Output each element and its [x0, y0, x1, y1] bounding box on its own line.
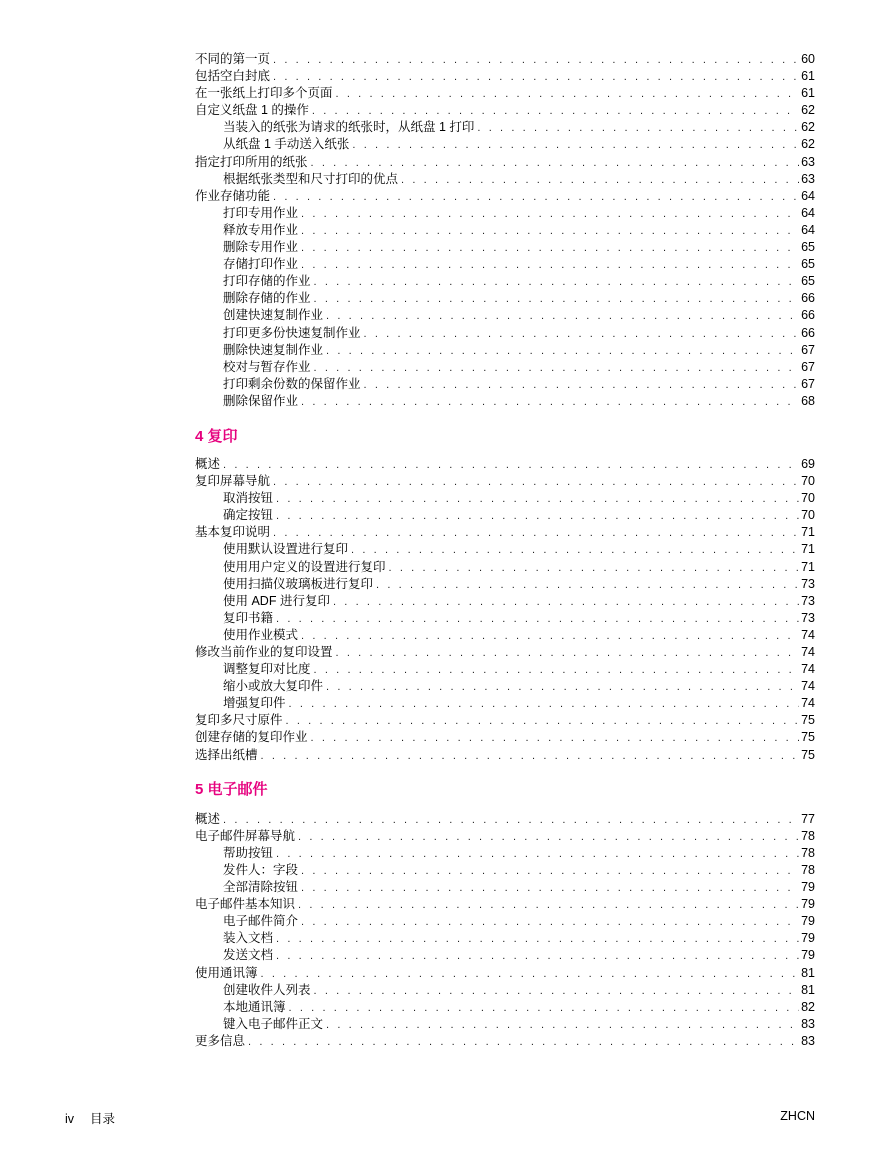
toc-subentry[interactable]	[195, 678, 815, 695]
toc-dot-leader	[401, 172, 799, 189]
toc-page-number: 78	[801, 828, 815, 843]
toc-dot-leader	[314, 274, 800, 291]
toc-dot-leader	[326, 1017, 799, 1034]
toc-page-number: 70	[801, 508, 815, 523]
toc-dot-leader	[333, 594, 799, 611]
toc-dot-leader	[314, 983, 800, 1000]
toc-subentry[interactable]	[195, 947, 815, 964]
toc-page-number: 66	[801, 308, 815, 323]
toc-page-number: 63	[801, 154, 815, 169]
toc-subentry[interactable]	[195, 930, 815, 947]
toc-subentry[interactable]	[195, 610, 815, 627]
toc-page-number: 82	[801, 999, 815, 1014]
toc-dot-leader	[301, 914, 799, 931]
toc-page-number: 71	[801, 559, 815, 574]
toc-entry-title: 删除专用作业	[223, 240, 299, 255]
toc-entry-title: 电子邮件简介	[223, 914, 299, 929]
toc-entry-title: 指定打印所用的纸张	[195, 154, 308, 169]
toc-dot-leader	[311, 730, 800, 747]
toc-dot-leader	[273, 525, 799, 542]
toc-entry[interactable]	[195, 712, 815, 729]
toc-entry-title: 打印存储的作业	[223, 274, 311, 289]
toc-entry-title: 校对与暂存作业	[223, 359, 311, 374]
toc-page-number: 78	[801, 845, 815, 860]
toc-page-number: 75	[801, 747, 815, 762]
toc-dot-leader	[276, 508, 799, 525]
toc-subentry[interactable]	[195, 862, 815, 879]
toc-dot-leader	[273, 69, 799, 86]
toc-entry-title: 调整复印对比度	[223, 662, 311, 677]
toc-dot-leader	[389, 560, 800, 577]
toc-entry-title: 使用扫描仪玻璃板进行复印	[223, 576, 374, 591]
toc-entry-title: 创建快速复制作业	[223, 308, 324, 323]
toc-dot-leader	[301, 880, 799, 897]
toc-entry[interactable]	[195, 51, 815, 68]
toc-dot-leader	[289, 1000, 800, 1017]
toc-subentry[interactable]	[195, 576, 815, 593]
toc-entry-title: 增强复印件	[223, 696, 286, 711]
toc-page-number: 73	[801, 593, 815, 608]
toc-dot-leader	[376, 577, 799, 594]
toc-dot-leader	[314, 360, 800, 377]
toc-dot-leader	[298, 829, 799, 846]
toc-entry-title: 释放专用作业	[223, 222, 299, 237]
toc-entry-title: 自定义纸盘 1 的操作	[195, 103, 309, 118]
toc-page-number: 70	[801, 491, 815, 506]
toc-entry-title: 电子邮件屏幕导航	[195, 828, 296, 843]
toc-page-number: 81	[801, 982, 815, 997]
toc-page-number: 78	[801, 862, 815, 877]
toc-page-number: 79	[801, 880, 815, 895]
toc-page-number: 61	[801, 86, 815, 101]
toc-subentry[interactable]	[195, 982, 815, 999]
footer-page-number: iv	[65, 1112, 75, 1126]
toc-dot-leader	[301, 394, 799, 411]
toc-subentry[interactable]	[195, 136, 815, 153]
toc-subentry[interactable]	[195, 205, 815, 222]
toc-entry-title: 概述	[195, 456, 221, 471]
toc-subentry[interactable]	[195, 222, 815, 239]
toc-entry-title: 删除存储的作业	[223, 291, 311, 306]
toc-subentry[interactable]	[195, 273, 815, 290]
toc-section-continued	[195, 51, 815, 410]
toc-entry-title: 打印剩余份数的保留作业	[223, 376, 361, 391]
toc-subentry[interactable]	[195, 171, 815, 188]
toc-entry-title: 使用用户定义的设置进行复印	[223, 559, 386, 574]
toc-dot-leader	[336, 86, 800, 103]
toc-entry-title: 使用 ADF 进行复印	[223, 593, 330, 608]
toc-dot-leader	[273, 52, 799, 69]
toc-page-number: 65	[801, 257, 815, 272]
toc-dot-leader	[301, 863, 799, 880]
toc-entry-title: 不同的第一页	[195, 52, 271, 66]
toc-entry-title: 帮助按钮	[223, 845, 274, 860]
toc-entry-title: 创建收件人列表	[223, 982, 311, 997]
toc-page-number: 60	[801, 52, 815, 66]
toc-page-number: 67	[801, 376, 815, 391]
toc-dot-leader	[326, 308, 799, 325]
toc-page-number: 74	[801, 662, 815, 677]
toc-page-number: 79	[801, 914, 815, 929]
toc-page-number: 74	[801, 679, 815, 694]
toc-entry-title: 取消按钮	[223, 491, 274, 506]
toc-entry-title: 发件人：字段	[223, 862, 299, 877]
toc-page-number: 63	[801, 171, 815, 186]
footer-left	[65, 1109, 115, 1127]
toc-page-number: 79	[801, 897, 815, 912]
toc-entry[interactable]	[195, 85, 815, 102]
footer-section-label: 目录	[90, 1112, 116, 1126]
toc-entry-title: 使用默认设置进行复印	[223, 542, 349, 557]
toc-subentry[interactable]	[195, 376, 815, 393]
toc-subentry[interactable]	[195, 393, 815, 410]
toc-dot-leader	[286, 713, 800, 730]
toc-subentry[interactable]	[195, 879, 815, 896]
toc-dot-leader	[276, 846, 799, 863]
toc-entry-title: 包括空白封底	[195, 69, 271, 84]
toc-page-number: 83	[801, 1033, 815, 1048]
toc-page-number: 64	[801, 188, 815, 203]
toc-entry-title: 复印屏幕导航	[195, 474, 271, 489]
footer-locale: ZHCN	[780, 1109, 815, 1123]
toc-dot-leader	[261, 748, 800, 765]
toc-page-number: 74	[801, 645, 815, 659]
toc-page-number: 81	[801, 965, 815, 980]
toc-entry-title: 本地通讯簿	[223, 999, 286, 1014]
toc-entry-title: 选择出纸槽	[195, 747, 258, 762]
toc-dot-leader	[301, 240, 799, 257]
toc-dot-leader	[364, 326, 800, 343]
toc-section-chapter-4	[195, 456, 815, 764]
toc-page-number: 62	[801, 120, 815, 135]
toc-dot-leader	[273, 474, 799, 491]
toc-dot-leader	[301, 257, 799, 274]
toc-entry-title: 创建存储的复印作业	[195, 730, 308, 745]
toc-entry[interactable]	[195, 68, 815, 85]
toc-subentry[interactable]	[195, 325, 815, 342]
toc-page-number: 64	[801, 222, 815, 237]
toc-dot-leader	[276, 948, 799, 965]
toc-dot-leader	[314, 662, 800, 679]
toc-dot-leader	[223, 457, 799, 474]
toc-entry-title: 存储打印作业	[223, 257, 299, 272]
toc-page-number: 77	[801, 811, 815, 826]
toc-subentry[interactable]	[195, 559, 815, 576]
toc-dot-leader	[273, 189, 799, 206]
toc-dot-leader	[352, 137, 799, 154]
toc-dot-leader	[326, 679, 799, 696]
toc-entry[interactable]	[195, 102, 815, 119]
toc-page-number: 74	[801, 627, 815, 642]
toc-entry[interactable]	[195, 965, 815, 982]
toc-page-number: 71	[801, 542, 815, 557]
toc-entry-title: 从纸盘 1 手动送入纸张	[223, 137, 350, 152]
toc-dot-leader	[301, 223, 799, 240]
toc-page-number: 68	[801, 393, 815, 408]
toc-entry-title: 基本复印说明	[195, 525, 271, 540]
toc-entry-title: 复印书籍	[223, 610, 274, 625]
toc-entry-title: 根据纸张类型和尺寸打印的优点	[223, 171, 399, 186]
toc-page-number: 75	[801, 730, 815, 745]
toc-subentry[interactable]	[195, 507, 815, 524]
toc-subentry[interactable]	[195, 913, 815, 930]
toc-dot-leader	[298, 897, 799, 914]
toc-entry[interactable]	[195, 811, 815, 828]
toc-entry-title: 缩小或放大复印件	[223, 679, 324, 694]
toc-entry[interactable]	[195, 473, 815, 490]
toc-subentry[interactable]	[195, 541, 815, 558]
toc-page-number: 79	[801, 931, 815, 946]
chapter-heading-4[interactable]: 4 复印	[195, 427, 238, 445]
toc-page-number: 75	[801, 713, 815, 728]
toc-page-number: 71	[801, 525, 815, 540]
toc-page-number: 73	[801, 576, 815, 591]
toc-entry[interactable]	[195, 896, 815, 913]
toc-section-chapter-5	[195, 811, 815, 1050]
toc-entry[interactable]	[195, 729, 815, 746]
chapter-heading-5[interactable]: 5 电子邮件	[195, 780, 268, 798]
toc-subentry[interactable]	[195, 627, 815, 644]
toc-subentry[interactable]	[195, 845, 815, 862]
toc-entry-title: 更多信息	[195, 1033, 246, 1048]
toc-dot-leader	[289, 696, 800, 713]
toc-page-number: 67	[801, 342, 815, 357]
toc-entry[interactable]	[195, 828, 815, 845]
toc-dot-leader	[276, 611, 799, 628]
toc-subentry[interactable]	[195, 239, 815, 256]
toc-page-number: 83	[801, 1016, 815, 1031]
toc-entry-title: 使用作业模式	[223, 627, 299, 642]
toc-dot-leader	[336, 645, 800, 662]
toc-entry-title: 在一张纸上打印多个页面	[195, 86, 333, 101]
toc-entry[interactable]	[195, 188, 815, 205]
toc-subentry[interactable]	[195, 256, 815, 273]
table-of-contents	[195, 51, 815, 1050]
toc-entry-title: 装入文档	[223, 931, 274, 946]
toc-page-number: 61	[801, 69, 815, 84]
toc-page-number: 69	[801, 456, 815, 471]
toc-dot-leader	[351, 542, 799, 559]
toc-entry-title: 打印专用作业	[223, 205, 299, 220]
toc-page-number: 66	[801, 325, 815, 340]
toc-entry-title: 当装入的纸张为请求的纸张时，从纸盘 1 打印	[223, 120, 475, 135]
toc-entry-title: 打印更多份快速复制作业	[223, 325, 361, 340]
toc-entry-title: 修改当前作业的复印设置	[195, 645, 333, 659]
toc-subentry[interactable]	[195, 661, 815, 678]
toc-page-number: 79	[801, 948, 815, 963]
toc-entry[interactable]	[195, 644, 815, 661]
toc-dot-leader	[248, 1034, 799, 1051]
toc-entry-title: 发送文档	[223, 948, 274, 963]
toc-entry-title: 复印多尺寸原件	[195, 713, 283, 728]
toc-entry[interactable]	[195, 154, 815, 171]
toc-entry-title: 确定按钮	[223, 508, 274, 523]
toc-entry-title: 删除快速复制作业	[223, 342, 324, 357]
toc-subentry[interactable]	[195, 290, 815, 307]
toc-entry-title: 全部清除按钮	[223, 880, 299, 895]
toc-entry[interactable]	[195, 524, 815, 541]
toc-subentry[interactable]	[195, 593, 815, 610]
toc-entry[interactable]	[195, 1033, 815, 1050]
toc-page-number: 74	[801, 696, 815, 711]
toc-page-number: 70	[801, 474, 815, 489]
toc-dot-leader	[364, 377, 800, 394]
toc-dot-leader	[261, 966, 800, 983]
toc-page-number: 66	[801, 291, 815, 306]
toc-page-number: 65	[801, 274, 815, 289]
toc-dot-leader	[314, 291, 800, 308]
toc-subentry[interactable]	[195, 999, 815, 1016]
toc-dot-leader	[223, 812, 799, 829]
toc-entry[interactable]	[195, 747, 815, 764]
toc-dot-leader	[312, 103, 799, 120]
toc-entry-title: 删除保留作业	[223, 393, 299, 408]
toc-dot-leader	[276, 931, 799, 948]
toc-subentry[interactable]	[195, 1016, 815, 1033]
toc-subentry[interactable]	[195, 359, 815, 376]
toc-page-number: 64	[801, 205, 815, 220]
toc-dot-leader	[301, 206, 799, 223]
toc-entry-title: 使用通讯簿	[195, 965, 258, 980]
toc-dot-leader	[326, 343, 799, 360]
toc-page-number: 65	[801, 240, 815, 255]
toc-dot-leader	[477, 120, 799, 137]
toc-entry-title: 电子邮件基本知识	[195, 897, 296, 912]
toc-page-number: 62	[801, 103, 815, 118]
toc-page-number: 73	[801, 610, 815, 625]
toc-page-number: 67	[801, 359, 815, 374]
toc-subentry[interactable]	[195, 119, 815, 136]
toc-entry-title: 概述	[195, 811, 221, 826]
toc-dot-leader	[301, 628, 799, 645]
toc-subentry[interactable]	[195, 307, 815, 324]
toc-subentry[interactable]	[195, 342, 815, 359]
toc-entry-title: 作业存储功能	[195, 188, 271, 203]
toc-dot-leader	[311, 155, 800, 172]
toc-entry[interactable]	[195, 456, 815, 473]
toc-subentry[interactable]	[195, 490, 815, 507]
toc-entry-title: 键入电子邮件正文	[223, 1016, 324, 1031]
toc-page-number: 62	[801, 137, 815, 152]
toc-dot-leader	[276, 491, 799, 508]
toc-subentry[interactable]	[195, 695, 815, 712]
